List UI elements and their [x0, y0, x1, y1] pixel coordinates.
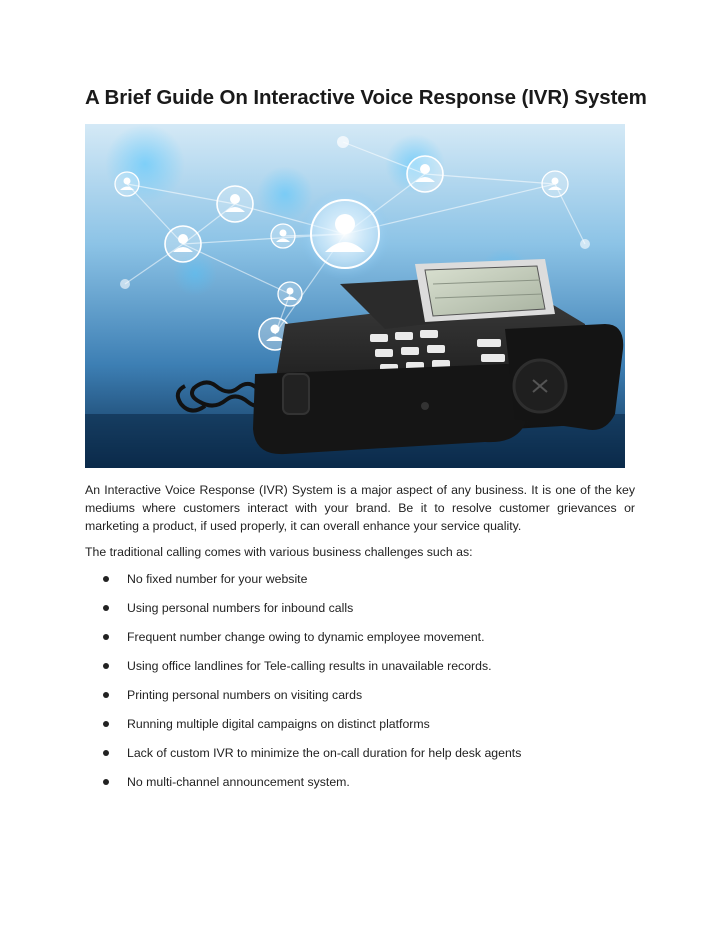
ivr-phone-illustration	[85, 124, 625, 468]
user-icon	[271, 224, 295, 248]
intro-paragraph: An Interactive Voice Response (IVR) System is a major aspect of any business. It is one of the key mediums where customers interact with your brand. Be it to resolve customer grievances or marketing a product, if used properly, it can overall enhance your service quality.	[85, 483, 635, 533]
list-item-text: No fixed number for your website	[127, 572, 308, 586]
user-icon	[165, 226, 201, 262]
bullet-icon	[103, 721, 109, 727]
list-item-text: Using personal numbers for inbound calls	[127, 601, 354, 615]
list-item	[85, 599, 645, 628]
bullet-icon	[103, 605, 109, 611]
page-title: A Brief Guide On Interactive Voice Response (IVR) System	[85, 86, 647, 109]
list-item	[85, 744, 645, 773]
list-item	[85, 715, 645, 744]
user-icon	[407, 156, 443, 192]
bullet-icon	[103, 779, 109, 785]
list-item-text: Lack of custom IVR to minimize the on-call duration for help desk agents	[127, 746, 522, 760]
user-icon	[542, 171, 568, 197]
bullet-icon	[103, 634, 109, 640]
list-item-text: Running multiple digital campaigns on distinct platforms	[127, 717, 430, 731]
user-icon	[278, 282, 302, 306]
list-item-text: No multi-channel announcement system.	[127, 775, 350, 789]
user-icon	[299, 188, 391, 280]
bullet-icon	[103, 663, 109, 669]
list-item	[85, 657, 645, 686]
list-item	[85, 773, 645, 802]
list-item-text: Using office landlines for Tele-calling results in unavailable records.	[127, 659, 492, 673]
hero-image	[85, 124, 625, 468]
bullet-icon	[103, 576, 109, 582]
challenges-list	[85, 570, 645, 802]
list-item	[85, 570, 645, 599]
list-item-text: Frequent number change owing to dynamic employee movement.	[127, 630, 485, 644]
bullet-icon	[103, 692, 109, 698]
list-item	[85, 628, 645, 657]
list-item	[85, 686, 645, 715]
user-icon	[217, 186, 253, 222]
list-item-text: Printing personal numbers on visiting cards	[127, 688, 363, 702]
bullet-icon	[103, 750, 109, 756]
user-icon	[115, 172, 139, 196]
lead-sentence: The traditional calling comes with various business challenges such as:	[85, 545, 473, 559]
